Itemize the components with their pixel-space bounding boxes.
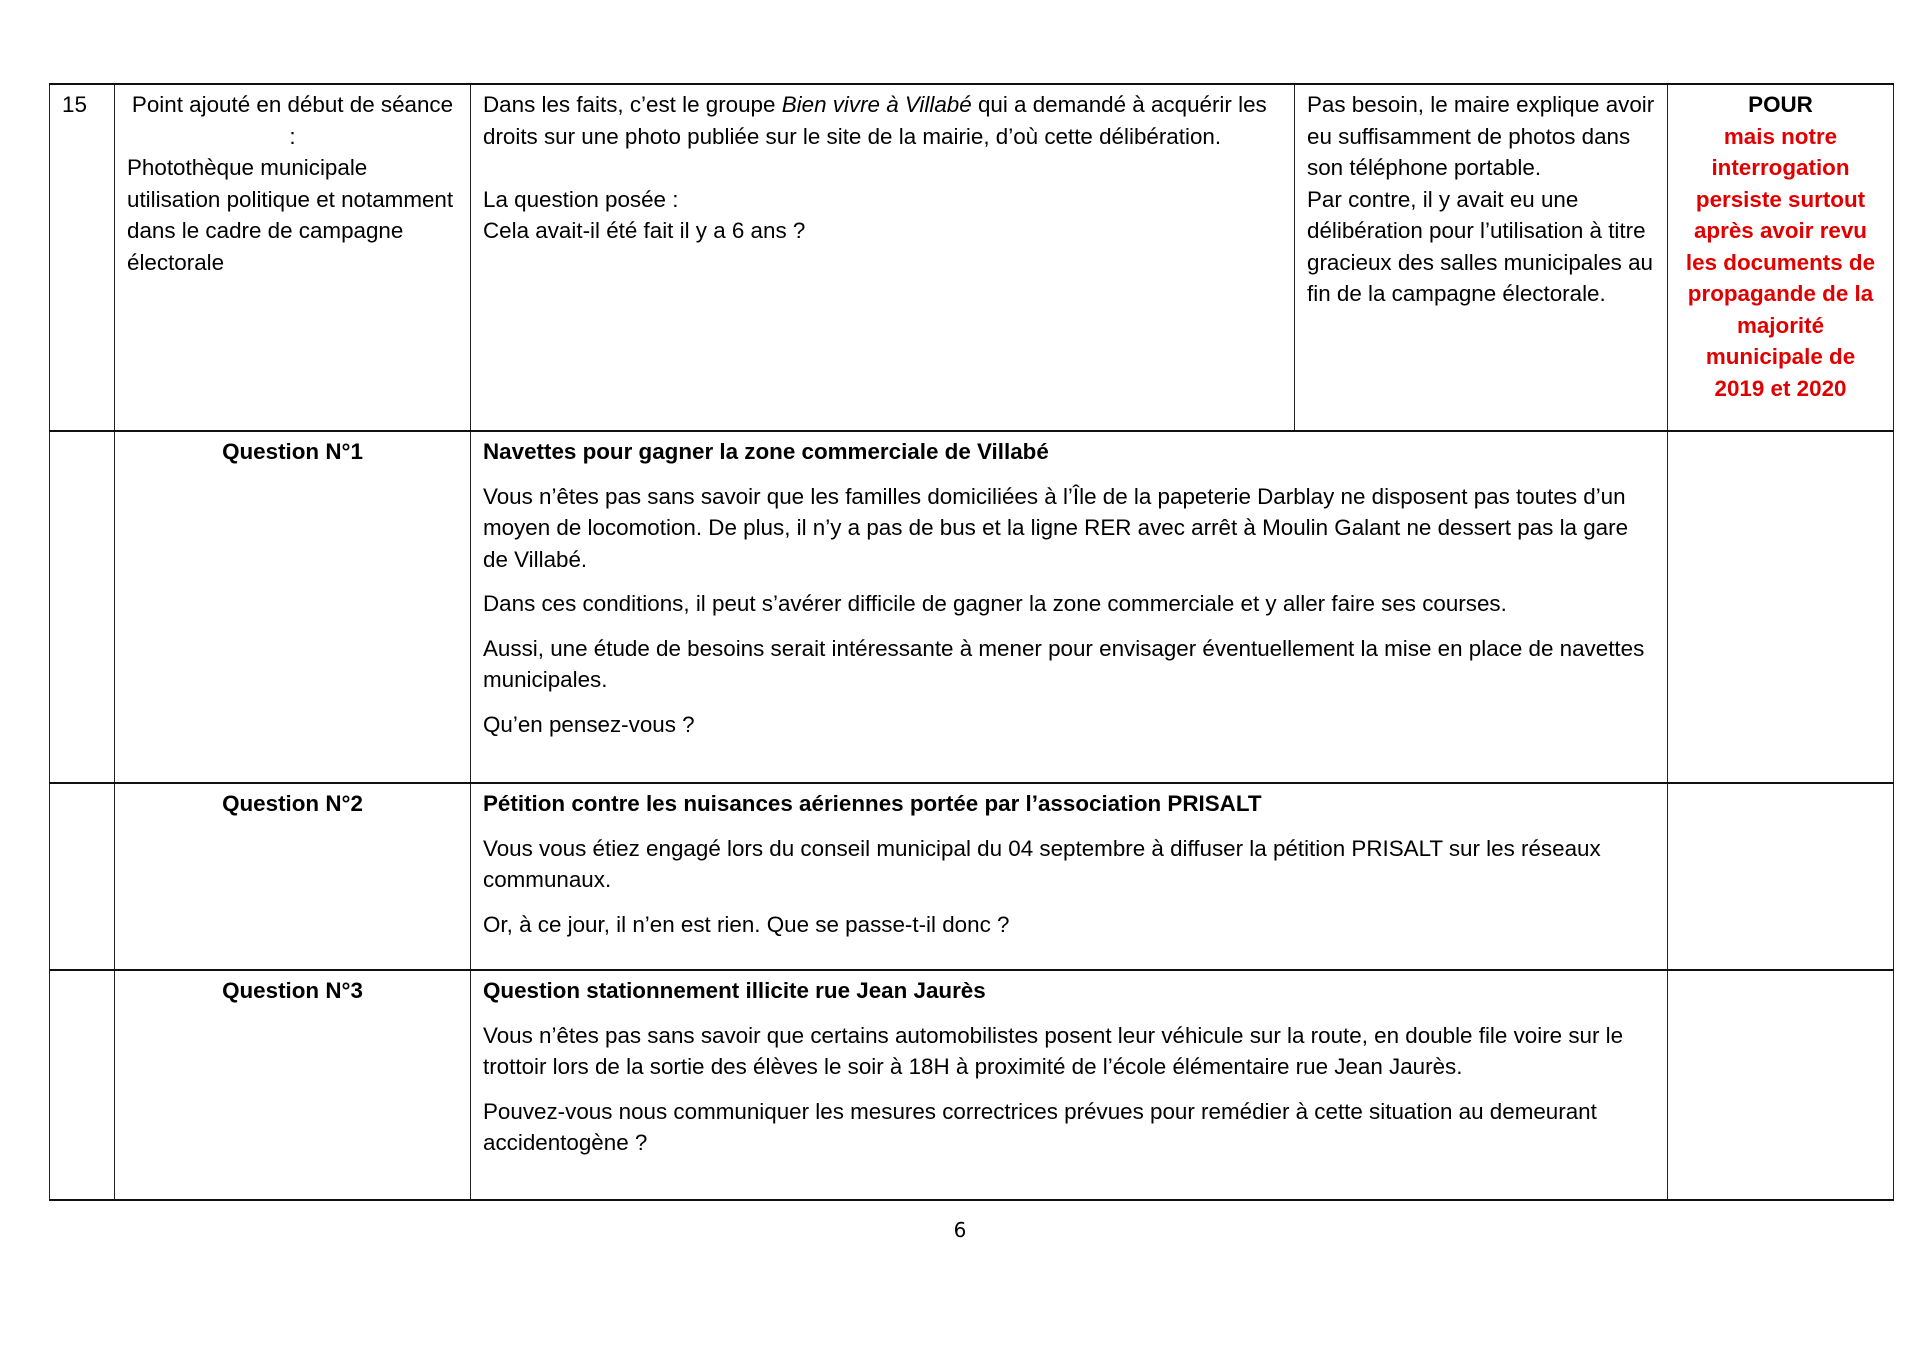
page-number: 6 (953, 1218, 967, 1242)
item-response (1295, 84, 1668, 431)
table-row-question-1 (50, 431, 1894, 783)
vote-value: POUR (1748, 92, 1813, 117)
question-title: Pétition contre les nuisances aériennes portée par l’association PRISALT (483, 791, 1262, 816)
question-paragraph: Vous n’êtes pas sans savoir que certains automobilistes posent leur véhicule sur la route, en double file voire sur le trottoir lors de la sortie des élèves le soir à 18H à proximité de l’école élémentaire rue Jean Jaurès. (483, 1022, 1624, 1079)
question-text: Cela avait-il été fait il y a 6 ans ? (483, 218, 806, 243)
question-body (471, 970, 1668, 1200)
item-vote (1668, 84, 1894, 431)
question-label: Question N°2 (115, 783, 471, 970)
question-paragraph: Qu’en pensez-vous ? (483, 711, 695, 737)
subject-text: Photothèque municipale utilisation politique et notamment dans le cadre de campagne électorale (127, 155, 454, 275)
response-paragraph: Par contre, il y avait eu une délibération pour l’utilisation à titre gracieux des salles municipales au fin de la campagne électorale. (1307, 186, 1653, 306)
empty-cell (50, 431, 115, 783)
question-body (471, 783, 1668, 970)
question-paragraph: Pouvez-vous nous communiquer les mesures correctrices prévues pour remédier à cette situation au demeurant accidentogène ? (483, 1098, 1597, 1155)
question-title: Question stationnement illicite rue Jean Jaurès (483, 978, 986, 1003)
text: Dans les faits, c’est le groupe (483, 92, 782, 117)
question-paragraph: Or, à ce jour, il n’en est rien. Que se passe-t-il donc ? (483, 911, 1010, 937)
empty-cell (1668, 970, 1894, 1200)
empty-cell (1668, 783, 1894, 970)
question-paragraph: Vous n’êtes pas sans savoir que les familles domiciliées à l’Île de la papeterie Darblay ne disposent pas toutes d’un moyen de locomotion. De plus, il n’y a pas de bus et la ligne RER avec arrêt à Moulin Galant ne dessert pas la gare de Villabé. (483, 483, 1629, 572)
empty-cell (50, 783, 115, 970)
question-paragraph: Vous vous étiez engagé lors du conseil municipal du 04 septembre à diffuser la pétition PRISALT sur les réseaux communaux. (483, 835, 1601, 892)
question-paragraph: Aussi, une étude de besoins serait intéressante à mener pour envisager éventuellement la mise en place de navettes municipales. (483, 635, 1645, 692)
question-body (471, 431, 1668, 783)
question-paragraph: Dans ces conditions, il peut s’avérer difficile de gagner la zone commerciale et y aller faire ses courses. (483, 591, 1507, 616)
text: qui a demandé à acquérir les droits sur une photo publiée sur le site de la mairie, d’où cette délibération. (483, 92, 1267, 149)
table-row-question-3 (50, 970, 1894, 1200)
question-label: La question posée : (483, 186, 679, 212)
table-row-15 (50, 84, 1894, 431)
empty-cell (1668, 431, 1894, 783)
description-paragraph (483, 89, 1282, 152)
subject-intro: Point ajouté en début de séance : (131, 92, 454, 149)
table-row-question-2 (50, 783, 1894, 970)
question-label: Question N°3 (115, 970, 471, 1200)
empty-cell (50, 970, 115, 1200)
item-subject (115, 84, 471, 431)
vote-comment: mais notre interrogation persiste surtout après avoir revu les documents de propagande de la majorité municipale de 2019 et 2020 (1685, 123, 1876, 401)
deliberations-table (49, 83, 1894, 1201)
question-title: Navettes pour gagner la zone commerciale de Villabé (483, 439, 1049, 464)
item-number: 15 (50, 84, 115, 431)
response-paragraph: Pas besoin, le maire explique avoir eu suffisamment de photos dans son téléphone portable. (1307, 92, 1655, 180)
item-description (471, 84, 1295, 431)
group-name: Bien vivre à Villabé (781, 92, 972, 117)
question-label: Question N°1 (115, 431, 471, 783)
